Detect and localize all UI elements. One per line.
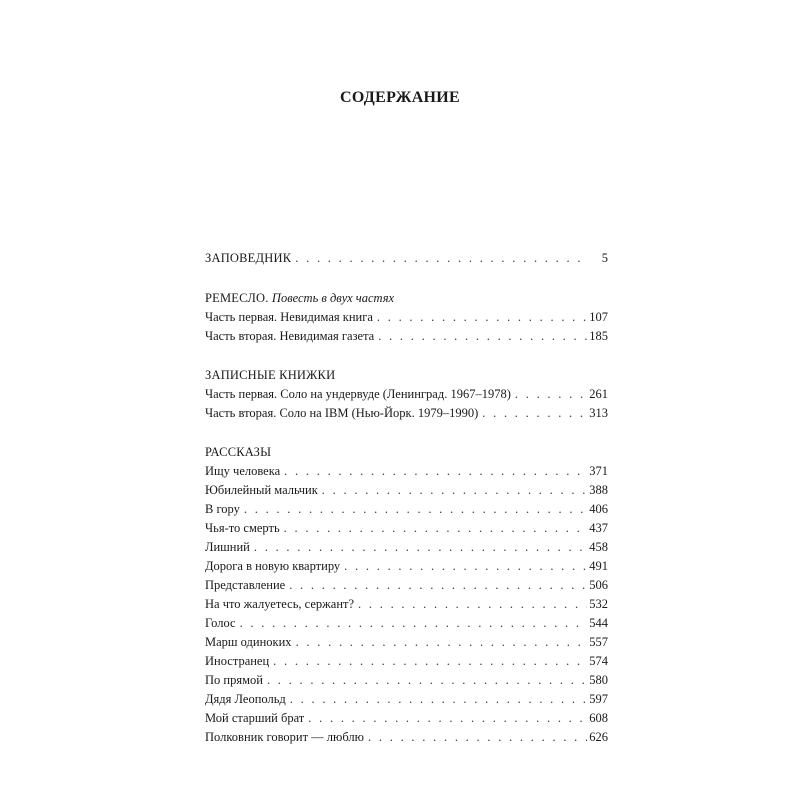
dot-leader <box>482 404 587 423</box>
toc-entry-title: Часть вторая. Соло на IBM (Нью-Йорк. 1979–1990) <box>205 406 479 420</box>
toc-entry-title: Лишний <box>205 540 250 554</box>
dot-leader <box>267 671 587 690</box>
dot-leader <box>284 519 588 538</box>
table-of-contents <box>205 247 608 747</box>
toc-entry[interactable] <box>205 327 608 346</box>
section-heading: РАССКАЗЫ <box>205 445 272 459</box>
toc-entry-title: Дорога в новую квартиру <box>205 559 341 573</box>
toc-entry-page: 626 <box>589 730 608 744</box>
toc-entry-title: Марш одиноких <box>205 635 292 649</box>
toc-entry-title: Иностранец <box>205 654 270 668</box>
toc-entry[interactable] <box>205 557 608 576</box>
toc-entry-title: ЗАПОВЕДНИК <box>205 251 292 265</box>
dot-leader <box>284 462 587 481</box>
toc-entry-list <box>205 308 608 346</box>
section-heading-label: РЕМЕСЛО. <box>205 291 269 305</box>
toc-entry[interactable] <box>205 652 608 671</box>
toc-entry-page: 557 <box>589 635 608 649</box>
toc-entry-title: На что жалуетесь, сержант? <box>205 597 355 611</box>
toc-entry[interactable] <box>205 308 608 327</box>
dot-leader <box>322 481 587 500</box>
toc-section-rasskazy <box>205 443 608 747</box>
toc-entry-page: 597 <box>589 692 608 706</box>
toc-entry[interactable] <box>205 576 608 595</box>
toc-entry-title: По прямой <box>205 673 263 687</box>
toc-entry-page: 185 <box>589 329 608 343</box>
toc-entry[interactable] <box>205 462 608 481</box>
toc-entry-zapovednik[interactable] <box>205 247 608 269</box>
toc-entry[interactable] <box>205 614 608 633</box>
toc-entry-page: 574 <box>589 654 608 668</box>
page-title: СОДЕРЖАНИЕ <box>339 89 461 106</box>
section-spacer <box>205 346 608 366</box>
toc-entry-page: 107 <box>589 310 608 324</box>
section-spacer <box>205 269 608 289</box>
toc-entry-list <box>205 462 608 747</box>
dot-leader <box>515 385 587 404</box>
dot-leader <box>368 728 587 747</box>
toc-entry[interactable] <box>205 671 608 690</box>
dot-leader <box>244 500 587 519</box>
toc-entry-page: 506 <box>589 578 608 592</box>
dot-leader <box>295 247 586 269</box>
toc-entry-page: 313 <box>589 406 608 420</box>
section-heading <box>205 289 608 308</box>
toc-entry-page: 371 <box>589 464 608 478</box>
dot-leader <box>296 633 588 652</box>
toc-entry-page: 491 <box>589 559 608 573</box>
dot-leader <box>378 327 587 346</box>
toc-entry-page: 406 <box>589 502 608 516</box>
toc-entry-page: 532 <box>589 597 608 611</box>
toc-entry-page: 261 <box>589 387 608 401</box>
dot-leader <box>273 652 587 671</box>
toc-entry-page: 544 <box>589 616 608 630</box>
toc-entry[interactable] <box>205 385 608 404</box>
toc-entry-page: 458 <box>589 540 608 554</box>
toc-entry[interactable] <box>205 595 608 614</box>
toc-entry-title: Дядя Леопольд <box>205 692 286 706</box>
toc-entry-page: 388 <box>589 483 608 497</box>
dot-leader <box>240 614 588 633</box>
section-heading: ЗАПИСНЫЕ КНИЖКИ <box>205 368 336 382</box>
section-subtitle: Повесть в двух частях <box>271 291 395 305</box>
toc-entry-title: Часть первая. Соло на ундервуде (Ленинград. 1967–1978) <box>205 387 511 401</box>
dot-leader <box>377 308 587 327</box>
toc-entry-page: 5 <box>601 251 608 265</box>
toc-entry-list <box>205 385 608 423</box>
toc-entry-title: Часть вторая. Невидимая газета <box>205 329 375 343</box>
section-spacer <box>205 423 608 443</box>
toc-entry-page: 580 <box>589 673 608 687</box>
toc-entry[interactable] <box>205 404 608 423</box>
toc-entry-title: Чья-то смерть <box>205 521 280 535</box>
toc-entry[interactable] <box>205 538 608 557</box>
toc-entry[interactable] <box>205 481 608 500</box>
dot-leader <box>254 538 587 557</box>
toc-entry-page: 608 <box>589 711 608 725</box>
toc-entry-title: В гору <box>205 502 240 516</box>
dot-leader <box>289 576 587 595</box>
dot-leader <box>308 709 587 728</box>
toc-entry-title: Ищу человека <box>205 464 281 478</box>
toc-entry-title: Мой старший брат <box>205 711 305 725</box>
toc-entry-title: Полковник говорит — люблю <box>205 730 365 744</box>
toc-entry[interactable] <box>205 728 608 747</box>
toc-entry[interactable] <box>205 519 608 538</box>
toc-entry[interactable] <box>205 709 608 728</box>
dot-leader <box>290 690 587 709</box>
toc-entry-page: 437 <box>589 521 608 535</box>
toc-section-remeslo <box>205 289 608 346</box>
dot-leader <box>358 595 587 614</box>
toc-entry-title: Представление <box>205 578 286 592</box>
toc-entry-title: Часть первая. Невидимая книга <box>205 310 373 324</box>
toc-section-zapisnye-knizhki <box>205 366 608 423</box>
toc-entry[interactable] <box>205 690 608 709</box>
dot-leader <box>344 557 587 576</box>
toc-entry-title: Голос <box>205 616 236 630</box>
toc-entry[interactable] <box>205 500 608 519</box>
toc-entry-title: Юбилейный мальчик <box>205 483 318 497</box>
toc-entry[interactable] <box>205 633 608 652</box>
